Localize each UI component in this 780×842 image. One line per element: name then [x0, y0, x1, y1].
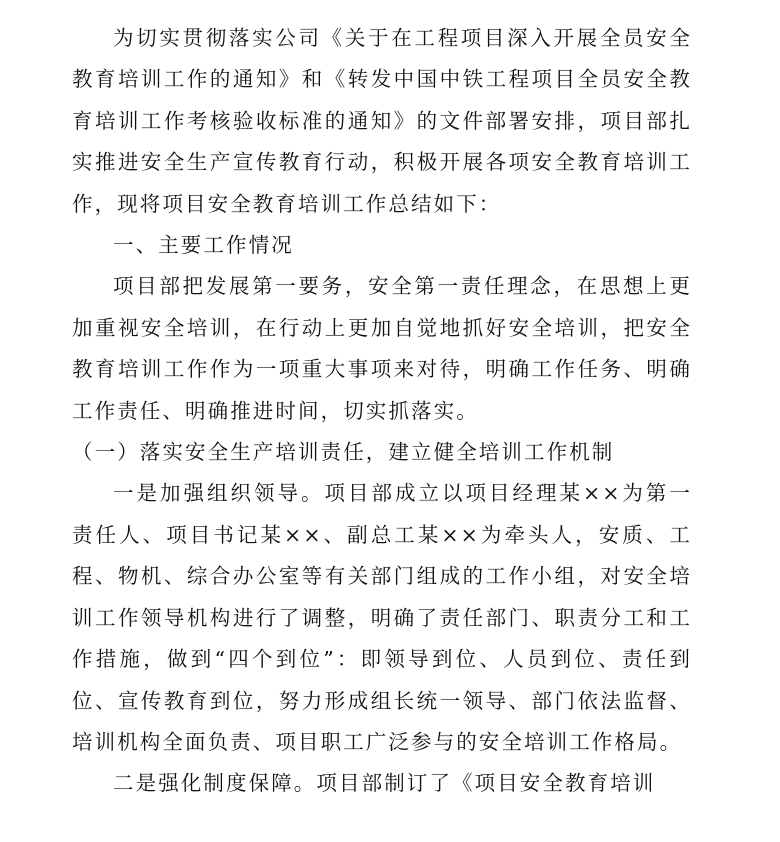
system-guarantee-paragraph: 二是强化制度保障。项目部制订了《项目安全教育培训	[113, 771, 656, 796]
organization-leadership-paragraph: 一是加强组织领导。项目部成立以项目经理某××为第一责任人、项目书记某××、副总工某××为牵头人，安质、工程、物机、综合办公室等有关部门组成的工作小组，对安全培训工作领导机构进行了调整，明确了责任部门、职责分工和工作措施，做到“四个到位”：即领导到位、人员到位、责任到位、宣传教育到位，努力形成组长统一领导、部门依法监督、培训机构全面负责、项目职工广泛参与的安全培训工作格局。	[72, 481, 692, 754]
section-heading-main-work: 一、主要工作情况	[113, 233, 294, 258]
intro-paragraph: 为切实贯彻落实公司《关于在工程项目深入开展全员安全教育培训工作的通知》和《转发中国中铁工程项目全员安全教育培训工作考核验收标准的通知》的文件部署安排，项目部扎实推进安全生产宣传教育行动，积极开展各项安全教育培训工作，现将项目安全教育培训工作总结如下：	[72, 26, 692, 216]
subsection-heading-responsibility: （一）落实安全生产培训责任，建立健全培训工作机制	[72, 440, 615, 465]
document-page	[72, 18, 692, 805]
main-work-paragraph: 项目部把发展第一要务，安全第一责任理念，在思想上更加重视安全培训，在行动上更加自觉地抓好安全培训，把安全教育培训工作作为一项重大事项来对待，明确工作任务、明确工作责任、明确推进时间，切实抓落实。	[72, 274, 692, 423]
